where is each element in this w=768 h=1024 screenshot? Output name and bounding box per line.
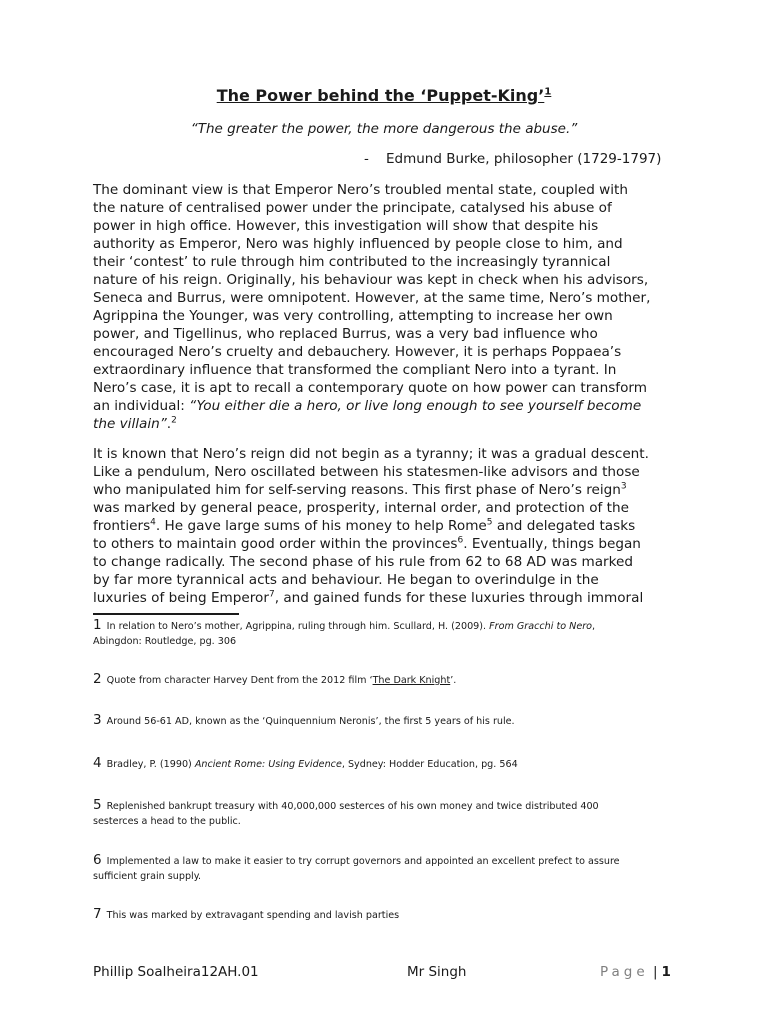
footnote-book-title: Ancient Rome: Using Evidence xyxy=(194,759,342,770)
footnote-line xyxy=(93,618,693,634)
paragraph-line: power in high office. However, this investigation will show that despite his xyxy=(93,218,599,234)
paragraph-1 xyxy=(93,181,693,433)
paragraph-2 xyxy=(93,445,693,607)
footer-page-number xyxy=(600,964,671,980)
paragraph-line: by far more tyrannical acts and behaviour. He began to overindulge in the xyxy=(93,572,599,588)
line-text: . Eventually, things began xyxy=(463,536,641,552)
attribution-text: Edmund Burke, philosopher (1729-1797) xyxy=(386,151,662,167)
paragraph-line: nature of his reign. Originally, his behaviour was kept in check when his advisors, xyxy=(93,272,649,288)
line-text: and delegated tasks xyxy=(492,518,636,534)
paragraph-line: Seneca and Burrus, were omnipotent. However, at the same time, Nero’s mother, xyxy=(93,290,651,306)
footnote-number: 7 xyxy=(93,906,102,922)
epigraph-quote: “The greater the power, the more dangerous the abuse.” xyxy=(190,121,578,137)
line-text: , and gained funds for these luxuries through immoral xyxy=(274,590,644,606)
paragraph-line: The dominant view is that Emperor Nero’s troubled mental state, coupled with xyxy=(93,182,629,198)
footer-author: Phillip Soalheira12AH.01 xyxy=(93,964,259,980)
paragraph-line: power, and Tigellinus, who replaced Burrus, was a very bad influence who xyxy=(93,326,598,342)
document-title xyxy=(0,86,768,105)
footnote-7 xyxy=(93,907,693,923)
paragraph-line: their ‘contest’ to rule through him contributed to the increasingly tyrannical xyxy=(93,254,611,270)
footnote-text: , xyxy=(592,621,596,632)
paragraph-line: Nero’s case, it is apt to recall a contemporary quote on how power can transform xyxy=(93,380,648,396)
line-text: . He gave large sums of his money to help Rome xyxy=(155,518,487,534)
inline-quote: “You either die a hero, or live long enough to see yourself become xyxy=(189,398,642,414)
footnote-line xyxy=(93,907,693,923)
footnote-2 xyxy=(93,672,693,688)
footnote-ref-2: 2 xyxy=(171,415,177,426)
paragraph-line: Agrippina the Younger, was very controlling, attempting to increase her own xyxy=(93,308,613,324)
line-text: to others to maintain good order within the provinces xyxy=(93,536,458,552)
paragraph-line xyxy=(93,589,693,607)
footnote-text: Implemented a law to make it easier to try corrupt governors and appointed an excellent prefect to assure xyxy=(106,856,620,867)
paragraph-line: extraordinary influence that transformed the compliant Nero into a tyrant. In xyxy=(93,362,617,378)
paragraph-line: the nature of centralised power under the principate, catalysed his abuse of xyxy=(93,200,612,216)
footnote-number: 3 xyxy=(93,712,102,728)
footnote-number: 4 xyxy=(93,755,102,771)
footnote-ref-6: 6 xyxy=(457,535,464,546)
page-word: Page xyxy=(600,964,649,980)
footnote-text: Replenished bankrupt treasury with 40,000,000 sesterces of his own money and twice distributed 400 xyxy=(106,801,599,812)
footnote-4 xyxy=(93,756,693,772)
footnote-5 xyxy=(93,798,693,829)
footnote-line xyxy=(93,672,693,688)
paragraph-line xyxy=(93,397,693,415)
footnote-separator xyxy=(93,613,239,615)
footnote-text: , Sydney: Hodder Education, pg. 564 xyxy=(341,759,518,770)
line-text: luxuries of being Emperor xyxy=(93,590,269,606)
attribution-dash: - xyxy=(364,151,369,167)
footnote-number: 6 xyxy=(93,852,102,868)
footnote-text: In relation to Nero’s mother, Agrippina, ruling through him. Scullard, H. (2009). xyxy=(106,621,490,632)
footnote-line xyxy=(93,713,693,729)
footnote-ref-4: 4 xyxy=(150,517,156,528)
footnote-text: Quote from character Harvey Dent from the 2012 film ‘ xyxy=(106,675,373,686)
footnote-ref-3: 3 xyxy=(620,481,627,492)
title-footnote-ref: 1 xyxy=(544,86,552,98)
footnote-text: Bradley, P. (1990) xyxy=(106,759,195,770)
paragraph-line: to change radically. The second phase of his rule from 62 to 68 AD was marked xyxy=(93,554,634,570)
paragraph-line xyxy=(93,535,693,553)
page-separator: | xyxy=(652,964,658,980)
footnote-3 xyxy=(93,713,693,729)
film-title-link[interactable]: The Dark Knight xyxy=(372,675,451,686)
footnote-line xyxy=(93,798,693,814)
title-text: The Power behind the ‘Puppet-King’ xyxy=(216,86,545,105)
line-text: frontiers xyxy=(93,518,151,534)
paragraph-line: was marked by general peace, prosperity, internal order, and protection of the xyxy=(93,500,629,516)
footnote-line: Abingdon: Routledge, pg. 306 xyxy=(93,636,237,647)
footer-teacher: Mr Singh xyxy=(407,964,467,980)
epigraph-attribution xyxy=(364,151,661,167)
footnote-text: Around 56-61 AD, known as the ‘Quinquennium Neronis’, the first 5 years of his rule. xyxy=(106,716,515,727)
footnote-line: sufficient grain supply. xyxy=(93,871,202,882)
footnote-6 xyxy=(93,853,693,884)
paragraph-line: It is known that Nero’s reign did not begin as a tyranny; it was a gradual descent. xyxy=(93,446,649,462)
footnote-text: This was marked by extravagant spending and lavish parties xyxy=(106,910,400,921)
footnote-line xyxy=(93,853,693,869)
line-text: who manipulated him for self-serving reasons. This first phase of Nero’s reign xyxy=(93,482,621,498)
footnote-number: 5 xyxy=(93,797,102,813)
paragraph-line xyxy=(93,517,693,535)
page-number: 1 xyxy=(661,964,671,980)
paragraph-line xyxy=(93,481,693,499)
footnote-number: 2 xyxy=(93,671,102,687)
footnote-text: ’. xyxy=(450,675,457,686)
footnote-1 xyxy=(93,618,693,649)
footnote-ref-5: 5 xyxy=(486,517,493,528)
footnote-book-title: From Gracchi to Nero xyxy=(489,621,593,632)
paragraph-line: Like a pendulum, Nero oscillated between his statesmen-like advisors and those xyxy=(93,464,640,480)
quote-lead: an individual: xyxy=(93,398,190,414)
footnote-line xyxy=(93,756,693,772)
paragraph-line: encouraged Nero’s cruelty and debauchery. However, it is perhaps Poppaea’s xyxy=(93,344,622,360)
footnote-line: sesterces a head to the public. xyxy=(93,816,241,827)
sentence-end: . xyxy=(166,416,172,432)
paragraph-line xyxy=(93,415,693,433)
footnote-number: 1 xyxy=(93,617,102,633)
footnote-ref-7: 7 xyxy=(268,589,275,600)
paragraph-line: authority as Emperor, Nero was highly influenced by people close to him, and xyxy=(93,236,623,252)
inline-quote-end: the villain” xyxy=(93,416,167,432)
